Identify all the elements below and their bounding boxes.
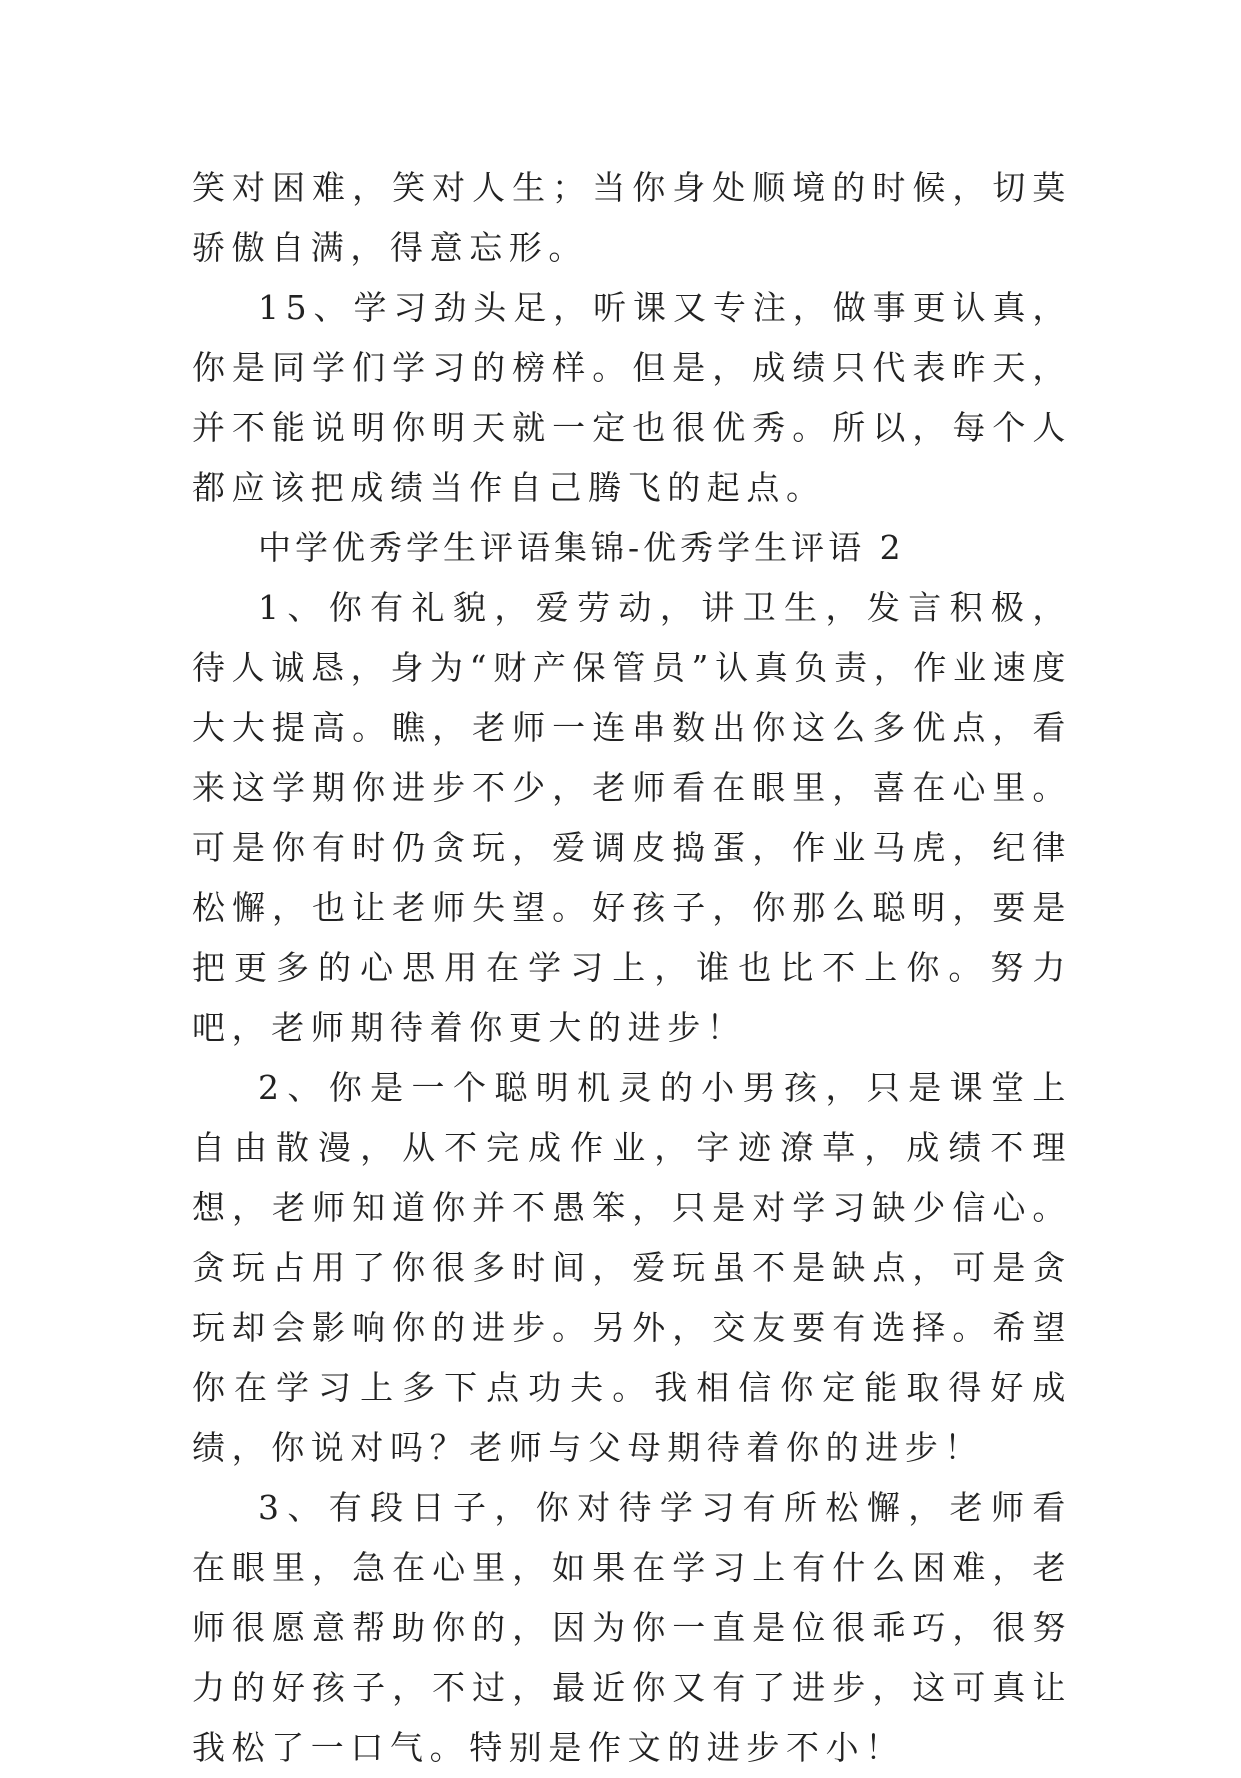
comment-paragraph-15: 15、学习劲头足，听课又专注，做事更认真，你是同学们学习的榜样。但是，成绩只代表昨天，并不能说明你明天就一定也很优秀。所以，每个人都应该把成绩当作自己腾飞的起点。: [192, 288, 1072, 507]
comment-paragraph-3: 3、有段日子，你对待学习有所松懈，老师看在眼里，急在心里，如果在学习上有什么困难，老师很愿意帮助你的，因为你一直是位很乖巧，很努力的好孩子，不过，最近你又有了进步，这可真让我松了一口气。特别是作文的进步不小！: [192, 1488, 1072, 1767]
document-body: [192, 158, 1072, 1778]
paragraph-continuation: 笑对困难，笑对人生；当你身处顺境的时候，切莫骄傲自满，得意忘形。: [192, 168, 1072, 267]
comment-paragraph-2: 2、你是一个聪明机灵的小男孩，只是课堂上自由散漫，从不完成作业，字迹潦草，成绩不理想，老师知道你并不愚笨，只是对学习缺少信心。贪玩占用了你很多时间，爱玩虽不是缺点，可是贪玩却会影响你的进步。另外，交友要有选择。希望你在学习上多下点功夫。我相信你定能取得好成绩，你说对吗？老师与父母期待着你的进步！: [192, 1068, 1072, 1467]
comment-paragraph-1: 1、你有礼貌，爱劳动，讲卫生，发言积极，待人诚恳，身为“财产保管员”认真负责，作业速度大大提高。瞧，老师一连串数出你这么多优点，看来这学期你进步不少，老师看在眼里，喜在心里。可是你有时仍贪玩，爱调皮捣蛋，作业马虎，纪律松懈，也让老师失望。好孩子，你那么聪明，要是把更多的心思用在学习上，谁也比不上你。努力吧，老师期待着你更大的进步！: [192, 588, 1072, 1047]
section-heading: 中学优秀学生评语集锦-优秀学生评语 2: [258, 528, 905, 567]
